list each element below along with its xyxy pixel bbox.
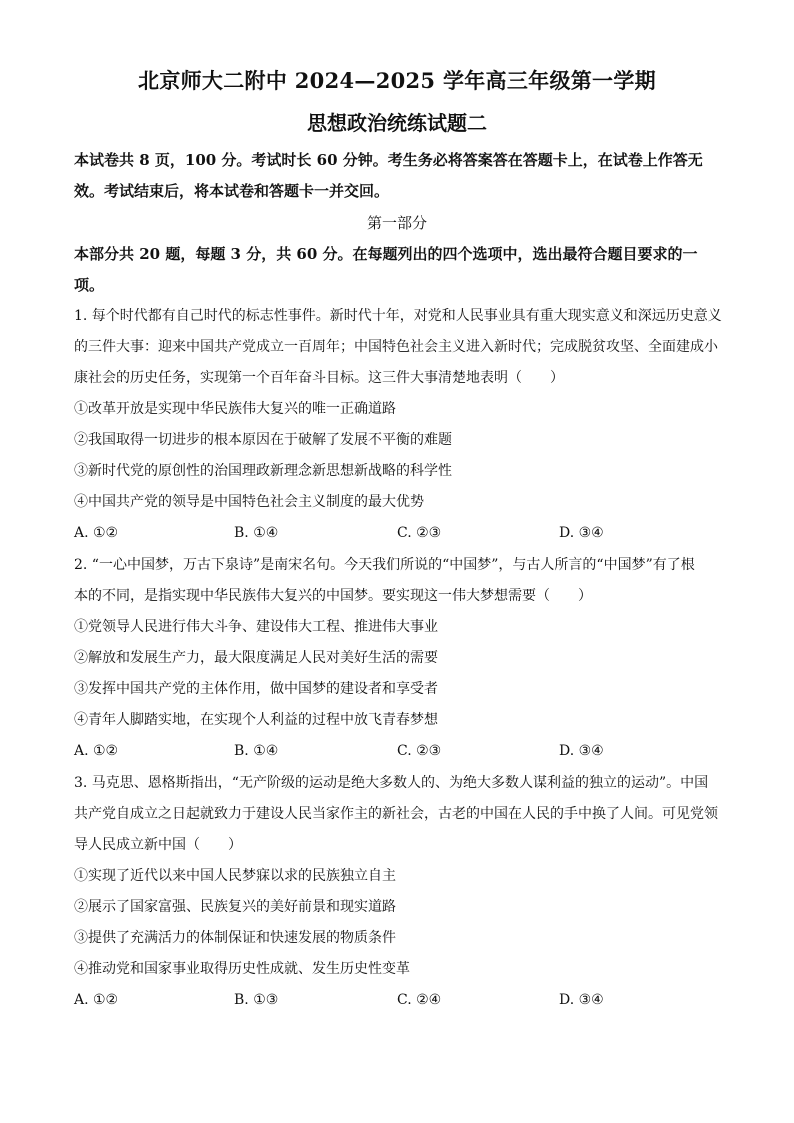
question-statement: ③提供了充满活力的体制保证和快速发展的物质条件 (74, 930, 396, 946)
question-statement: ①实现了近代以来中国人民梦寐以求的民族独立自主 (74, 868, 396, 884)
question-stem-line: 3. 马克思、恩格斯指出，“无产阶级的运动是绝大多数人的、为绝大多数人谋利益的独立的运动”。中国 (74, 775, 709, 791)
section-desc-line-1: 本部分共 20 题，每题 3 分，共 60 分。在每题列出的四个选项中，选出最符合题目要求的一 (74, 245, 698, 263)
option-c: C. ②③ (397, 743, 442, 759)
question-stem-line: 1. 每个时代都有自己时代的标志性事件。新时代十年，对党和人民事业具有重大现实意义和深远历史意义 (74, 308, 722, 324)
section-desc-line-2: 项。 (74, 276, 105, 294)
option-d: D. ③④ (559, 992, 604, 1008)
question-stem-line: 导人民成立新中国（ ） (74, 837, 242, 853)
question-statement: ④青年人脚踏实地，在实现个人利益的过程中放飞青春梦想 (74, 712, 438, 728)
option-a: A. ①② (74, 992, 119, 1008)
exam-subtitle: 思想政治统练试题二 (307, 111, 487, 135)
question-stem-line: 本的不同，是指实现中华民族伟大复兴的中国梦。要实现这一伟大梦想需要（ ） (74, 588, 592, 604)
instructions-line-1: 本试卷共 8 页，100 分。考试时长 60 分钟。考生务必将答案答在答题卡上，在试卷上作答无 (74, 151, 703, 169)
section-title: 第一部分 (366, 214, 427, 232)
question-statement: ②我国取得一切进步的根本原因在于破解了发展不平衡的难题 (74, 432, 452, 448)
question-stem-line: 2. “一心中国梦，万古下泉诗”是南宋名句。今天我们所说的“中国梦”，与古人所言的“中国梦”有了根 (74, 557, 695, 573)
question-statement: ①改革开放是实现中华民族伟大复兴的唯一正确道路 (74, 401, 396, 417)
question-statement: ④中国共产党的领导是中国特色社会主义制度的最大优势 (74, 494, 424, 510)
answer-options (74, 523, 724, 543)
exam-title: 北京师大二附中 2024—2025 学年高三年级第一学期 (138, 68, 656, 93)
option-b: B. ①④ (234, 525, 279, 541)
option-c: C. ②③ (397, 525, 442, 541)
question-statement: ②展示了国家富强、民族复兴的美好前景和现实道路 (74, 899, 396, 915)
question-stem-line: 的三件大事：迎来中国共产党成立一百周年；中国特色社会主义进入新时代；完成脱贫攻坚、全面建成小 (74, 339, 718, 355)
question-statement: ③发挥中国共产党的主体作用，做中国梦的建设者和享受者 (74, 681, 438, 697)
instructions-line-2: 效。考试结束后，将本试卷和答题卡一并交回。 (74, 182, 390, 200)
question-statement: ①党领导人民进行伟大斗争、建设伟大工程、推进伟大事业 (74, 619, 438, 635)
question-stem-line: 共产党自成立之日起就致力于建设人民当家作主的新社会，古老的中国在人民的手中换了人间。可见党领 (74, 806, 718, 822)
option-a: A. ①② (74, 525, 119, 541)
question-statement: ④推动党和国家事业取得历史性成就、发生历史性变革 (74, 961, 410, 977)
option-d: D. ③④ (559, 525, 604, 541)
answer-options (74, 990, 724, 1010)
question-statement: ②解放和发展生产力，最大限度满足人民对美好生活的需要 (74, 650, 438, 666)
option-c: C. ②④ (397, 992, 442, 1008)
option-b: B. ①③ (234, 992, 279, 1008)
option-a: A. ①② (74, 743, 119, 759)
question-statement: ③新时代党的原创性的治国理政新理念新思想新战略的科学性 (74, 463, 452, 479)
question-stem-line: 康社会的历史任务，实现第一个百年奋斗目标。这三件大事清楚地表明（ ） (74, 370, 564, 386)
option-b: B. ①④ (234, 743, 279, 759)
answer-options (74, 741, 724, 761)
option-d: D. ③④ (559, 743, 604, 759)
